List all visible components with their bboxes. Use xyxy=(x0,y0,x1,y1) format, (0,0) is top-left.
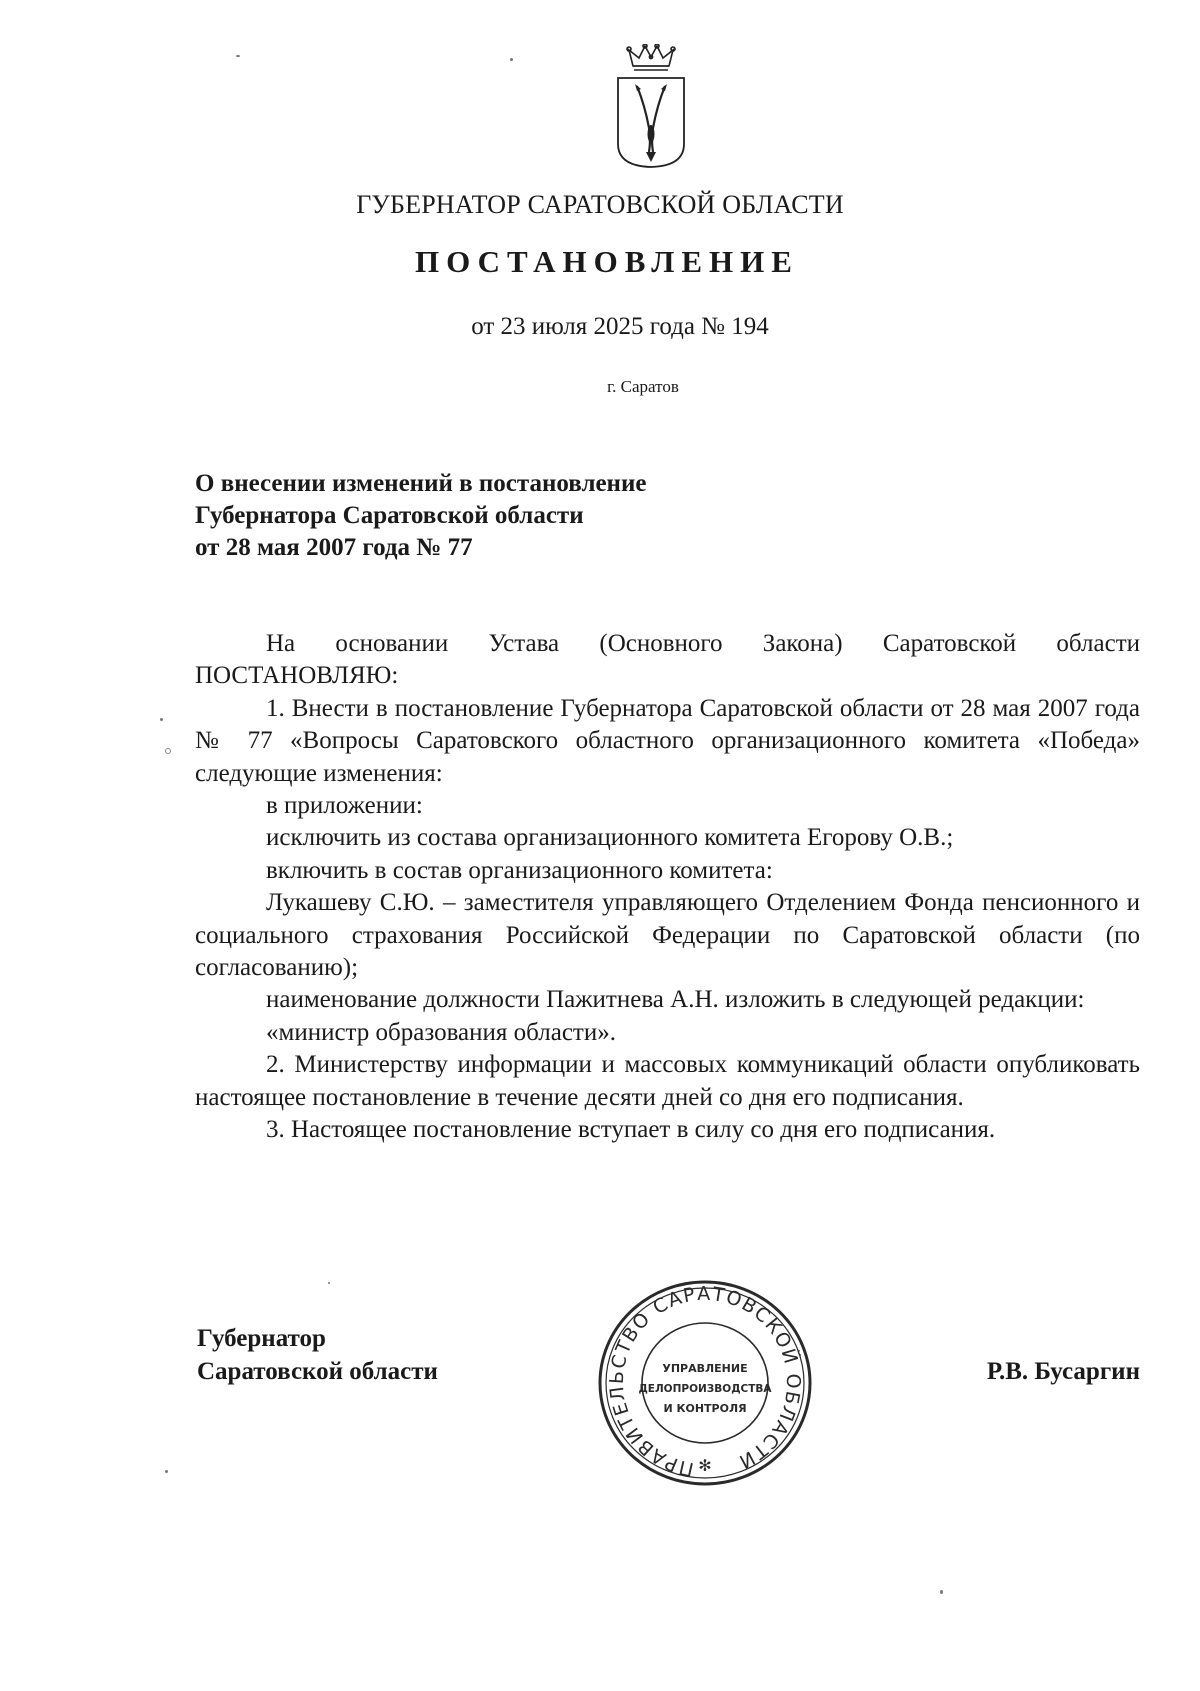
body-paragraph: 1. Внести в постановление Губернатора Саратовской области от 28 мая 2007 года № 77 «Вопросы Саратовского областного организационного комитета «Победа» следующие изменения: xyxy=(195,694,1140,787)
svg-text:✻: ✻ xyxy=(698,1456,712,1475)
official-seal-stamp xyxy=(596,1278,814,1488)
body-paragraph: На основании Устава (Основного Закона) Саратовской области ПОСТАНОВЛЯЮ: xyxy=(195,630,1140,690)
body-paragraph: в приложении: xyxy=(266,792,423,820)
svg-text:ДЕЛОПРОИЗВОДСТВА: ДЕЛОПРОИЗВОДСТВА xyxy=(638,1383,772,1395)
document-type-title: ПОСТАНОВЛЕНИЕ xyxy=(415,244,799,279)
document-city: г. Саратов xyxy=(607,377,679,396)
scan-speck xyxy=(160,718,163,721)
scan-speck xyxy=(510,58,513,61)
body-paragraph: 2. Министерству информации и массовых коммуникаций области опубликовать настоящее постановление в течение десяти дней со дня его подписания. xyxy=(195,1051,1140,1111)
signatory-position xyxy=(197,1322,438,1388)
signatory-position-line: Губернатор xyxy=(197,1325,326,1352)
scan-speck xyxy=(940,1590,943,1594)
body-paragraph: исключить из состава организационного комитета Егорову О.В.; xyxy=(266,824,954,852)
body-paragraph: Лукашеву С.Ю. – заместителя управляющего Отделением Фонда пенсионного и социального страхования Российской Федерации по Саратовской области (по согласованию); xyxy=(195,889,1140,982)
scan-speck xyxy=(328,1282,330,1284)
body-paragraph: наименование должности Пажитнева А.Н. изложить в следующей редакции: xyxy=(266,986,1085,1014)
svg-text:И КОНТРОЛЯ: И КОНТРОЛЯ xyxy=(663,1402,747,1415)
document-date-number: от 23 июля 2025 года № 194 xyxy=(471,313,769,340)
svg-text:УПРАВЛЕНИЕ: УПРАВЛЕНИЕ xyxy=(662,1362,748,1375)
scan-speck xyxy=(165,1470,168,1473)
document-body xyxy=(195,628,1140,1147)
body-paragraph: 3. Настоящее постановление вступает в силу со дня его подписания. xyxy=(266,1116,996,1144)
subject-line: от 28 мая 2007 года № 77 xyxy=(195,534,473,561)
subject-line: О внесении изменений в постановление xyxy=(195,470,647,497)
svg-text:ПРАВИТЕЛЬСТВО САРАТОВСКОЙ ОБЛА: ПРАВИТЕЛЬСТВО САРАТОВСКОЙ ОБЛАСТИ xyxy=(605,1282,805,1481)
scan-speck xyxy=(165,748,171,754)
scan-speck xyxy=(236,55,240,57)
document-subject xyxy=(195,468,755,564)
issuing-authority: ГУБЕРНАТОР САРАТОВСКОЙ ОБЛАСТИ xyxy=(356,190,844,219)
body-paragraph: «министр образования области». xyxy=(266,1018,616,1046)
subject-line: Губернатора Саратовской области xyxy=(195,502,584,529)
signatory-position-line: Саратовской области xyxy=(197,1358,438,1385)
signatory-name: Р.В. Бусаргин xyxy=(986,1358,1140,1385)
body-paragraph: включить в состав организационного комитета: xyxy=(266,856,773,884)
saratov-coat-of-arms-icon xyxy=(615,44,687,169)
